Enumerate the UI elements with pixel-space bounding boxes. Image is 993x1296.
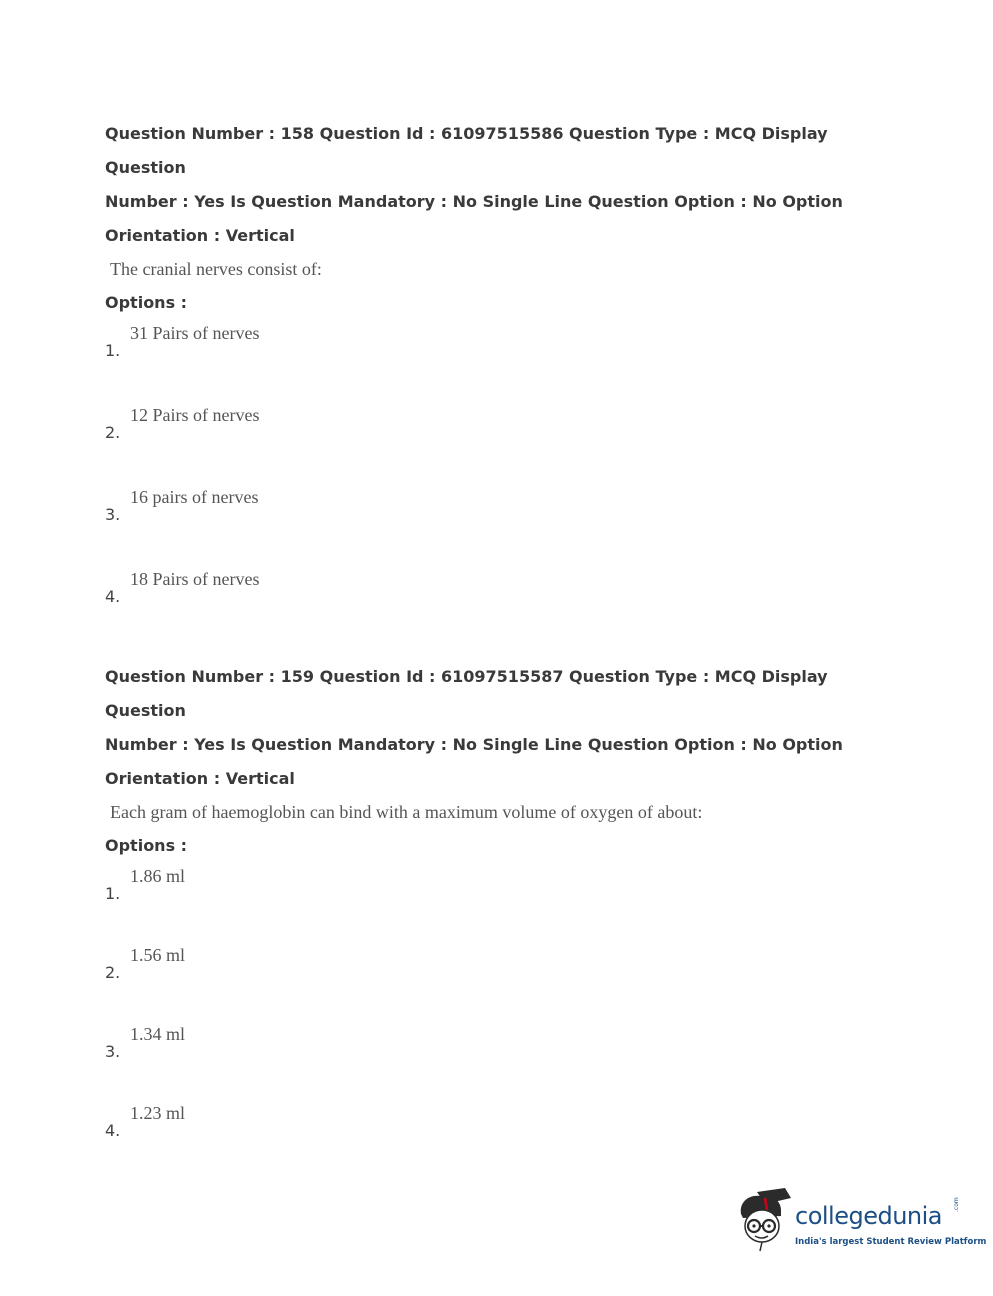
option-number: 2.	[105, 423, 121, 442]
option-2	[105, 945, 905, 1024]
question-stem: Each gram of haemoglobin can bind with a maximum volume of oxygen of about:	[110, 802, 703, 822]
option-3	[105, 1024, 905, 1103]
option-text: 16 pairs of nerves	[130, 487, 259, 507]
student-mascot-icon	[735, 1188, 793, 1252]
option-number: 3.	[105, 505, 121, 524]
question-meta-line-2: Number : Yes Is Question Mandatory : No Single Line Question Option : No Option	[105, 735, 843, 754]
option-1	[105, 866, 905, 945]
collegedunia-logo	[735, 1188, 987, 1258]
question-meta-line-2: Number : Yes Is Question Mandatory : No Single Line Question Option : No Option	[105, 192, 843, 211]
logo-wordmark: collegedunia	[795, 1202, 943, 1230]
option-text: 1.86 ml	[130, 866, 186, 886]
question-block-159	[105, 660, 905, 1182]
logo-tagline: India's largest Student Review Platform	[795, 1237, 987, 1247]
option-text: 1.34 ml	[130, 1024, 186, 1044]
question-meta-line-3: Orientation : Vertical	[105, 769, 295, 788]
question-block-158	[105, 117, 905, 651]
option-number: 3.	[105, 1042, 121, 1061]
question-meta-line-1: Question Number : 159 Question Id : 61097515587 Question Type : MCQ Display Question	[105, 667, 828, 720]
option-4	[105, 569, 905, 651]
option-number: 1.	[105, 884, 121, 903]
logo-domain-suffix: .com	[953, 1197, 960, 1212]
question-meta-line-1: Question Number : 158 Question Id : 61097515586 Question Type : MCQ Display Question	[105, 124, 828, 177]
option-2	[105, 405, 905, 487]
option-3	[105, 487, 905, 569]
option-text: 1.56 ml	[130, 945, 186, 965]
option-4	[105, 1103, 905, 1182]
options-label: Options :	[105, 293, 188, 312]
options-label: Options :	[105, 836, 188, 855]
option-text: 12 Pairs of nerves	[130, 405, 260, 425]
option-number: 4.	[105, 587, 121, 606]
option-number: 2.	[105, 963, 121, 982]
option-text: 1.23 ml	[130, 1103, 186, 1123]
question-meta-line-3: Orientation : Vertical	[105, 226, 295, 245]
option-1	[105, 323, 905, 405]
option-text: 18 Pairs of nerves	[130, 569, 260, 589]
question-stem: The cranial nerves consist of:	[110, 259, 322, 279]
option-number: 1.	[105, 341, 121, 360]
option-number: 4.	[105, 1121, 121, 1140]
option-text: 31 Pairs of nerves	[130, 323, 260, 343]
